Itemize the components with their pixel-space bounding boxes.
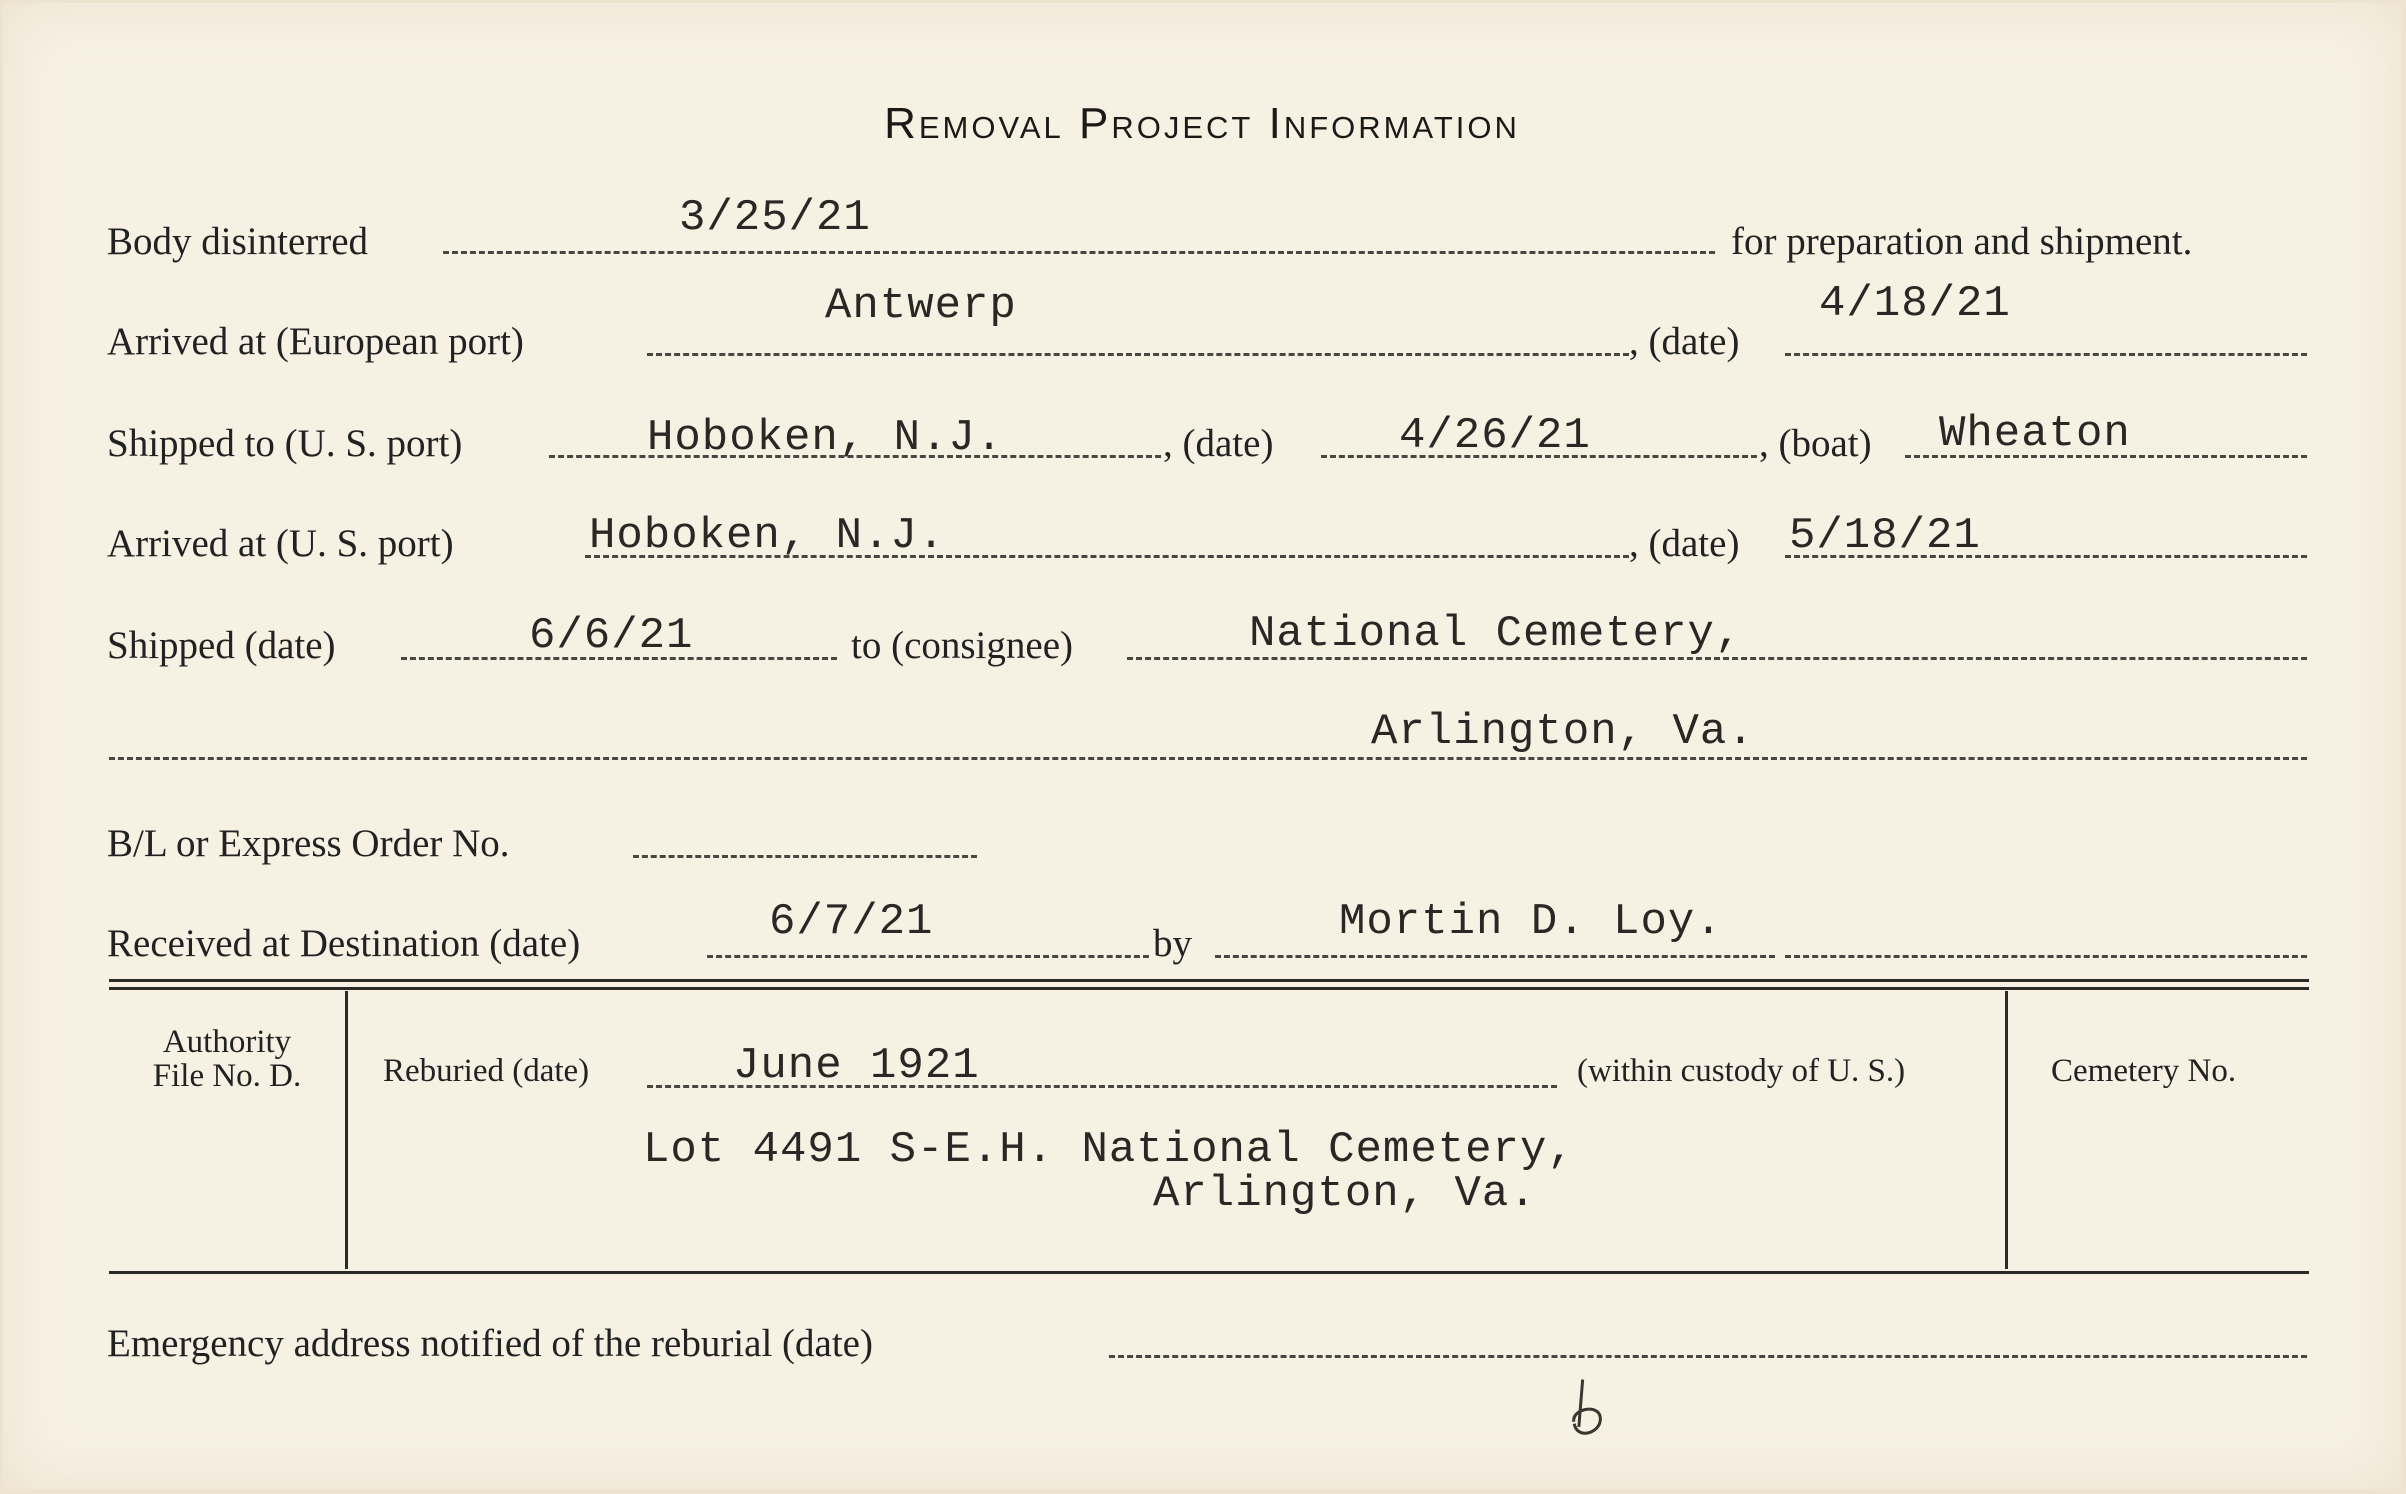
european-port-date: 4/18/21 xyxy=(1819,279,2011,329)
consignee-continuation-line xyxy=(109,757,2307,760)
us-port-shipped-date: 4/26/21 xyxy=(1399,411,1591,461)
body-disinterred-line xyxy=(443,251,1715,254)
received-by-label: by xyxy=(1153,922,1192,965)
custody-label: (within custody of U. S.) xyxy=(1577,1053,1906,1089)
received-by-value: Mortin D. Loy. xyxy=(1339,897,1723,947)
consignee-label: to (consignee) xyxy=(851,624,1074,667)
consignee-value-line1: National Cemetery, xyxy=(1249,609,1743,659)
us-port-arrived-date-label: , (date) xyxy=(1629,522,1740,565)
handwritten-mark-icon xyxy=(1552,1370,1623,1449)
box-bottom-rule xyxy=(109,1271,2309,1274)
us-port-arrived-label: Arrived at (U. S. port) xyxy=(107,522,454,565)
emergency-notified-label: Emergency address notified of the reburial (date) xyxy=(107,1322,873,1365)
us-port-arrived-date: 5/18/21 xyxy=(1789,511,1981,561)
body-disinterred-suffix: for preparation and shipment. xyxy=(1731,220,2193,263)
bl-order-line xyxy=(633,855,977,858)
us-port-shipped-value: Hoboken, N.J. xyxy=(647,413,1004,463)
box-divider-right xyxy=(2005,991,2008,1269)
boat-value: Wheaton xyxy=(1939,409,2131,459)
european-port-line xyxy=(647,353,1629,356)
reburied-date-value: June 1921 xyxy=(733,1041,980,1091)
us-port-shipped-date-label: , (date) xyxy=(1163,422,1274,465)
emergency-notified-line xyxy=(1109,1355,2307,1358)
consignee-value-line2: Arlington, Va. xyxy=(1371,707,1755,757)
body-disinterred-label: Body disinterred xyxy=(107,220,369,263)
bl-order-label: B/L or Express Order No. xyxy=(107,822,510,865)
authority-line1: Authority xyxy=(162,1024,292,1060)
reburial-location-line2: Arlington, Va. xyxy=(1153,1169,1537,1219)
european-port-date-line xyxy=(1785,353,2307,356)
european-port-value: Antwerp xyxy=(825,281,1017,331)
received-date-value: 6/7/21 xyxy=(769,897,934,947)
handwritten-mark xyxy=(1552,1370,1625,1460)
european-port-label: Arrived at (European port) xyxy=(107,320,524,363)
european-port-date-label: , (date) xyxy=(1629,320,1740,363)
cemetery-no-label: Cemetery No. xyxy=(2051,1053,2237,1089)
received-by-line xyxy=(1215,955,1775,958)
authority-label xyxy=(113,1025,341,1093)
card-title: Removal Project Information xyxy=(884,99,1520,148)
body-disinterred-value: 3/25/21 xyxy=(679,193,871,243)
removal-record-card xyxy=(3,3,2401,1489)
box-top-rule-2 xyxy=(109,987,2309,990)
reburied-label: Reburied (date) xyxy=(383,1053,590,1089)
authority-line2: File No. D. xyxy=(152,1058,302,1094)
shipped-date-value: 6/6/21 xyxy=(529,611,694,661)
received-date-line xyxy=(707,955,1149,958)
shipped-date-label: Shipped (date) xyxy=(107,624,336,667)
us-port-arrived-value: Hoboken, N.J. xyxy=(589,511,946,561)
boat-label: , (boat) xyxy=(1759,422,1872,465)
us-port-shipped-label: Shipped to (U. S. port) xyxy=(107,422,463,465)
box-top-rule-1 xyxy=(109,979,2309,982)
reburial-location-line1: Lot 4491 S-E.H. National Cemetery, xyxy=(643,1125,1575,1175)
received-date-label: Received at Destination (date) xyxy=(107,922,581,965)
box-divider-left xyxy=(345,991,348,1269)
received-extra-line xyxy=(1785,955,2307,958)
